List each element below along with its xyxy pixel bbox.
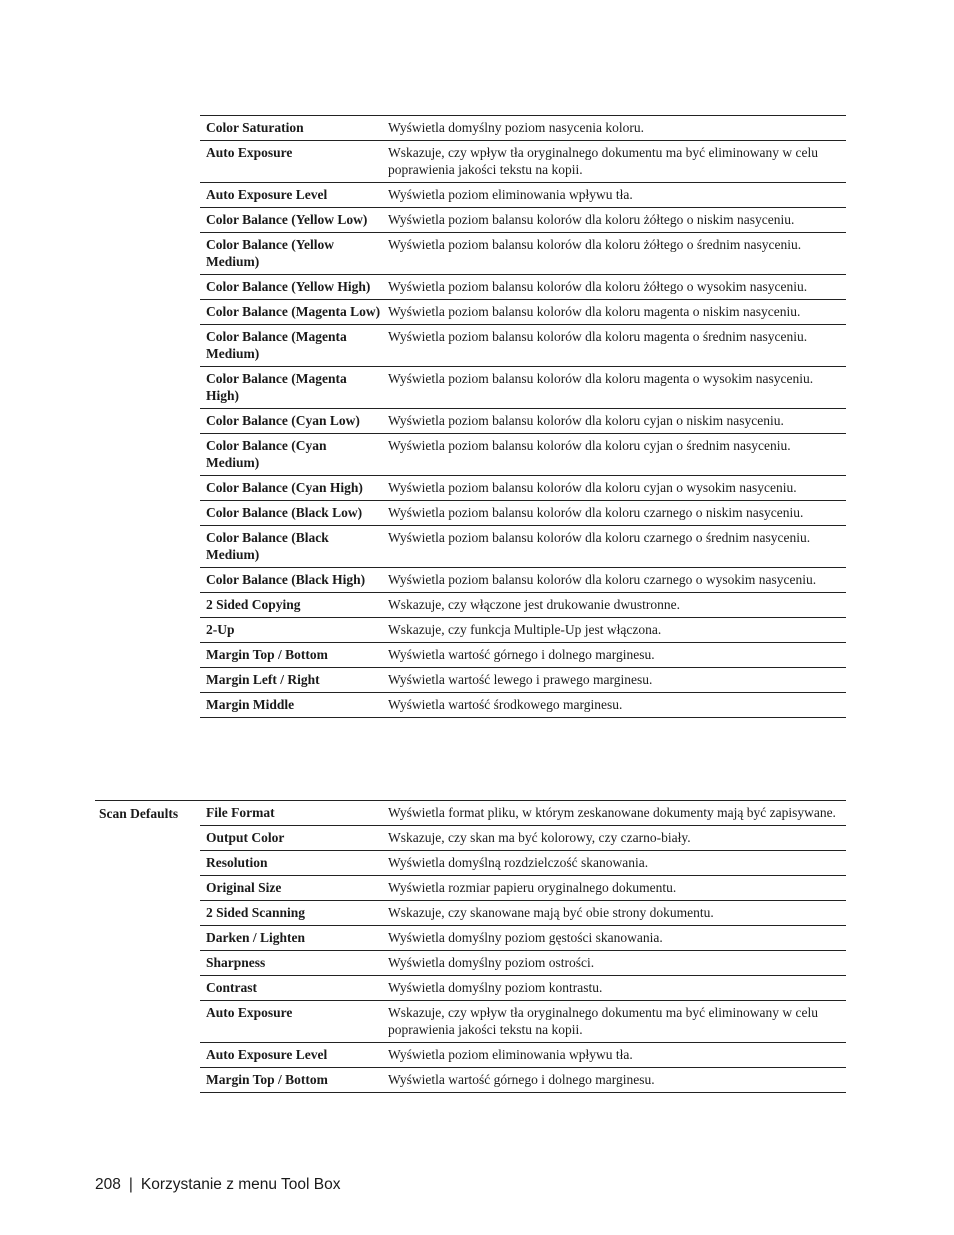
setting-name: File Format <box>206 805 275 820</box>
table-row <box>200 876 846 901</box>
setting-name: Color Balance (Black High) <box>206 572 366 587</box>
setting-name: Color Balance (Cyan Low) <box>206 413 360 428</box>
setting-name: Color Balance (Black Low) <box>206 505 363 520</box>
setting-name: Margin Left / Right <box>206 672 320 687</box>
setting-name: Margin Top / Bottom <box>206 647 328 662</box>
setting-name: Contrast <box>206 980 257 995</box>
setting-description: Wyświetla poziom balansu kolorów dla koloru czarnego o niskim nasyceniu. <box>388 505 804 520</box>
setting-name: Margin Middle <box>206 697 295 712</box>
table-row <box>200 618 846 643</box>
setting-name: Output Color <box>206 830 285 845</box>
setting-name: 2 Sided Scanning <box>206 905 306 920</box>
setting-description: Wyświetla poziom balansu kolorów dla koloru cyjan o wysokim nasyceniu. <box>388 480 797 495</box>
chapter-title: Korzystanie z menu Tool Box <box>140 1176 341 1193</box>
setting-name: Darken / Lighten <box>206 930 306 945</box>
setting-name: Color Balance (Magenta Low) <box>206 304 381 319</box>
page-footer <box>95 1176 341 1194</box>
setting-description: Wyświetla wartość lewego i prawego marginesu. <box>388 672 653 687</box>
setting-description: Wyświetla poziom balansu kolorów dla koloru żółtego o niskim nasyceniu. <box>388 212 795 227</box>
setting-description: Wyświetla domyślny poziom nasycenia koloru. <box>388 120 645 135</box>
setting-name: Resolution <box>206 855 268 870</box>
page-number: 208 <box>95 1176 121 1193</box>
table-row <box>200 300 846 325</box>
setting-description: Wyświetla poziom balansu kolorów dla koloru magenta o wysokim nasyceniu. <box>388 371 814 386</box>
setting-description: Wyświetla poziom balansu kolorów dla koloru magenta o średnim nasyceniu. <box>388 329 808 344</box>
table-row <box>200 275 846 300</box>
table-row <box>200 1068 846 1093</box>
setting-name: 2 Sided Copying <box>206 597 301 612</box>
setting-name: Auto Exposure Level <box>206 187 328 202</box>
setting-name: Margin Top / Bottom <box>206 1072 328 1087</box>
setting-description: Wskazuje, czy skanowane mają być obie strony dokumentu. <box>388 905 714 920</box>
table-row <box>200 976 846 1001</box>
setting-description: Wyświetla format pliku, w którym zeskanowane dokumenty mają być zapisywane. <box>388 805 836 820</box>
setting-description: Wyświetla poziom balansu kolorów dla koloru żółtego o wysokim nasyceniu. <box>388 279 808 294</box>
table-row <box>200 409 846 434</box>
setting-description: Wyświetla domyślny poziom ostrości. <box>388 955 595 970</box>
setting-description: Wyświetla poziom balansu kolorów dla koloru cyjan o niskim nasyceniu. <box>388 413 784 428</box>
setting-description: Wyświetla wartość środkowego marginesu. <box>388 697 623 712</box>
scan-defaults-rows <box>200 801 846 1093</box>
setting-name: Color Balance (Magenta High) <box>206 371 347 403</box>
setting-name: Auto Exposure Level <box>206 1047 328 1062</box>
table-row <box>200 116 846 141</box>
setting-name: Original Size <box>206 880 282 895</box>
setting-name: Color Balance (Cyan High) <box>206 480 363 495</box>
table-row <box>200 851 846 876</box>
setting-description: Wyświetla rozmiar papieru oryginalnego dokumentu. <box>388 880 677 895</box>
setting-description: Wyświetla domyślny poziom gęstości skanowania. <box>388 930 663 945</box>
table-row <box>200 568 846 593</box>
setting-description: Wskazuje, czy skan ma być kolorowy, czy czarno-biały. <box>388 830 691 845</box>
setting-name: Auto Exposure <box>206 145 293 160</box>
footer-separator: | <box>128 1176 133 1193</box>
table-row <box>200 643 846 668</box>
setting-description: Wskazuje, czy włączone jest drukowanie dwustronne. <box>388 597 681 612</box>
setting-name: 2-Up <box>206 622 235 637</box>
setting-description: Wyświetla domyślny poziom kontrastu. <box>388 980 603 995</box>
setting-description: Wyświetla poziom balansu kolorów dla koloru czarnego o średnim nasyceniu. <box>388 530 811 545</box>
table-row <box>200 826 846 851</box>
category-label-scan-defaults: Scan Defaults <box>99 806 179 821</box>
setting-description: Wyświetla poziom eliminowania wpływu tła. <box>388 187 633 202</box>
setting-name: Sharpness <box>206 955 266 970</box>
table-row <box>200 183 846 208</box>
setting-description: Wskazuje, czy wpływ tła oryginalnego dokumentu ma być eliminowany w celu poprawienia jakości tekstu na kopii. <box>388 1005 819 1037</box>
table-row <box>200 1001 846 1043</box>
setting-name: Color Balance (Yellow High) <box>206 279 371 294</box>
setting-name: Color Balance (Cyan Medium) <box>206 438 327 470</box>
table-row <box>200 668 846 693</box>
table-row <box>200 476 846 501</box>
table-row <box>200 593 846 618</box>
setting-description: Wyświetla domyślną rozdzielczość skanowania. <box>388 855 649 870</box>
setting-name: Auto Exposure <box>206 1005 293 1020</box>
setting-description: Wyświetla wartość górnego i dolnego marginesu. <box>388 1072 655 1087</box>
table-row <box>200 233 846 275</box>
setting-description: Wyświetla poziom balansu kolorów dla koloru cyjan o średnim nasyceniu. <box>388 438 791 453</box>
setting-description: Wyświetla poziom eliminowania wpływu tła. <box>388 1047 633 1062</box>
table-row <box>200 208 846 233</box>
table-row <box>200 1043 846 1068</box>
table-row <box>200 434 846 476</box>
table-row <box>200 501 846 526</box>
setting-name: Color Balance (Black Medium) <box>206 530 329 562</box>
table-row <box>200 325 846 367</box>
setting-description: Wyświetla wartość górnego i dolnego marginesu. <box>388 647 655 662</box>
copy-defaults-rows <box>200 116 846 718</box>
setting-description: Wskazuje, czy wpływ tła oryginalnego dokumentu ma być eliminowany w celu poprawienia jakości tekstu na kopii. <box>388 145 819 177</box>
table-row <box>200 801 846 826</box>
table-row <box>200 693 846 718</box>
setting-name: Color Saturation <box>206 120 304 135</box>
setting-name: Color Balance (Magenta Medium) <box>206 329 347 361</box>
setting-description: Wyświetla poziom balansu kolorów dla koloru magenta o niskim nasyceniu. <box>388 304 801 319</box>
setting-description: Wyświetla poziom balansu kolorów dla koloru żółtego o średnim nasyceniu. <box>388 237 802 252</box>
table-row <box>200 367 846 409</box>
setting-description: Wyświetla poziom balansu kolorów dla koloru czarnego o wysokim nasyceniu. <box>388 572 817 587</box>
table-row <box>200 141 846 183</box>
table-row <box>200 926 846 951</box>
setting-name: Color Balance (Yellow Low) <box>206 212 368 227</box>
table-row <box>200 951 846 976</box>
setting-name: Color Balance (Yellow Medium) <box>206 237 334 269</box>
table-row <box>200 526 846 568</box>
setting-description: Wskazuje, czy funkcja Multiple-Up jest włączona. <box>388 622 662 637</box>
table-row <box>200 901 846 926</box>
